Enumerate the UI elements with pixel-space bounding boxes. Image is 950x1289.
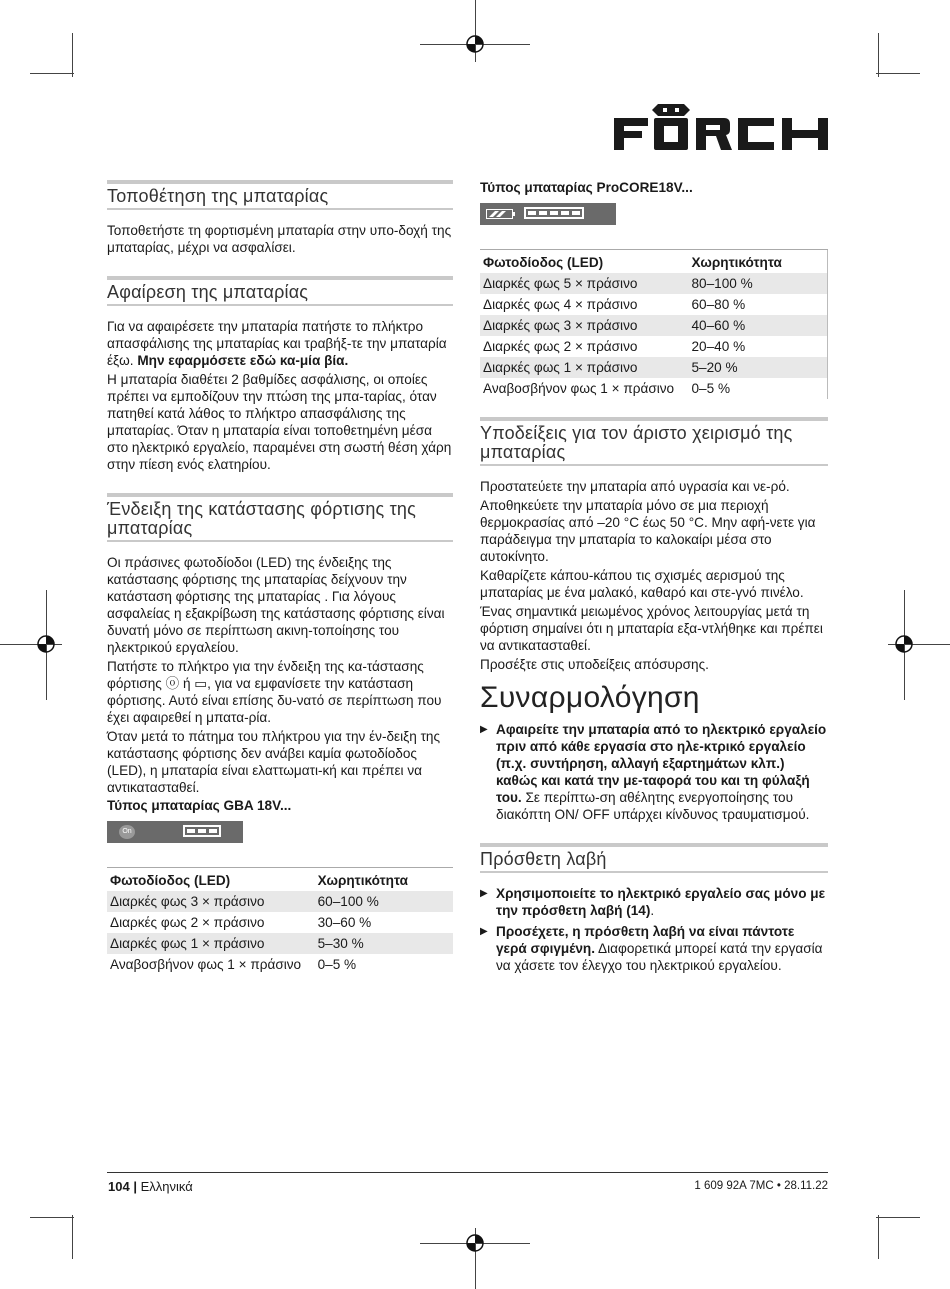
table-cell: Διαρκές φως 3 × πράσινο — [480, 315, 689, 336]
paragraph: Για να αφαιρέσετε την μπαταρία πατήστε το πλήκτρο απασφάλισης της μπαταρίας και τραβήξ-τε την μπαταρία έξω. Μην εφαρμόσετε εδώ κα-μία βία. — [107, 319, 447, 368]
table-cell: Αναβοσβήνον φως 1 × πράσινο — [483, 381, 675, 396]
footer-doc-code: 1 609 92A 7MC • 28.11.22 — [694, 1180, 828, 1192]
table-row — [107, 933, 453, 954]
table-row — [480, 378, 828, 399]
table-cell: 60–100 % — [315, 891, 453, 912]
table-cell: Διαρκές φως 1 × πράσινο — [107, 933, 315, 954]
table-header-cell: Χωρητικότητα — [689, 250, 828, 274]
on-button-icon: On — [119, 825, 135, 839]
page-number: 104 — [108, 1179, 130, 1194]
paragraph: Όταν μετά το πάτημα του πλήκτρου για την έν-δειξη της κατάστασης φόρτισης δεν ανάβει καμία φωτοδίοδος (LED), η μπαταρία είναι ελαττωματι-κή και πρέπει να αντικατασταθεί. — [107, 729, 441, 795]
paragraph: Προστατεύετε την μπαταρία από υγρασία και νε-ρό. — [480, 479, 790, 494]
section-heading — [107, 493, 453, 542]
battery-led-icon — [183, 825, 221, 837]
paragraph: Προσέξτε στις υποδείξεις απόσυρσης. — [480, 657, 709, 672]
table-row — [480, 273, 828, 294]
table-cell: 0–5 % — [691, 381, 731, 396]
registration-mark-icon — [35, 633, 57, 655]
arrow-right-icon: ▶ — [480, 926, 488, 937]
footer-page-info — [108, 1179, 193, 1194]
table-row — [107, 891, 453, 912]
right-column — [480, 180, 828, 978]
table-header-cell: Χωρητικότητα — [315, 868, 453, 892]
paragraph: Οι πράσινες φωτοδίοδοι (LED) της ένδειξης της κατάστασης φόρτισης της μπαταρίας δείχνουν την κατάσταση φόρτισης της μπαταρίας . Για λόγους ασφαλείας η εξακρίβωση της κατάστασης φόρτισης είναι δυνατή μόνο σε περίπτωση ακινη-τοποίησης του ηλεκτρικού εργαλείου. — [107, 555, 445, 655]
table-cell: 30–60 % — [317, 915, 372, 930]
left-column — [107, 180, 453, 975]
crop-mark — [30, 73, 74, 74]
arrow-right-icon: ▶ — [480, 724, 488, 735]
table-row — [480, 315, 828, 336]
section-heading — [107, 276, 453, 306]
forch-logo — [614, 104, 828, 152]
paragraph: Πατήστε το πλήκτρο για την ένδειξη της κα-τάστασης φόρτισης ⓞ ή ▭, για να εμφανίσετε την κατάσταση φόρτισης. Αυτό είναι επίσης δυ-νατό σε περίπτωση που έχει αφαιρεθεί η μπατα-ρία. — [107, 659, 442, 725]
paragraph: Η μπαταρία διαθέτει 2 βαθμίδες ασφάλισης, οι οποίες πρέπει να εμποδίζουν την πτώση της μπα-ταρίας, όταν πατηθεί κατά λάθος το πλήκτρο απασφάλισης της μπαταρίας. Όταν η μπαταρία είναι τοποθετημένη μέσα στο ηλεκτρικό εργαλείο, παραμένει στη σωστή θέση χάρη στην πίεση ενός ελατηρίου. — [107, 372, 452, 472]
paragraph: Τοποθετήστε τη φορτισμένη μπαταρία στην υπο-δοχή της μπαταρίας, μέχρι να ασφαλίσει. — [107, 223, 452, 255]
footer-separator: | — [133, 1179, 137, 1194]
table-cell: 0–5 % — [317, 957, 357, 972]
battery-type-label: Τύπος μπαταρίας GBA 18V... — [107, 798, 292, 813]
section-heading — [480, 417, 828, 466]
table-row — [107, 912, 453, 933]
table-cell: Διαρκές φως 2 × πράσινο — [110, 915, 265, 930]
warning-bullet: ▶ Αφαιρείτε την μπαταρία από το ηλεκτρικό εργαλείο πριν από κάθε εργασία στο ηλε-κτρικό εργαλείο (π.χ. συντήρηση, αλλαγή εξαρτημάτων κλπ.) καθώς και κατά την με-ταφορά του και τη φύλαξή του. Σε περίπτω-ση αθέλητης ενεργοποίησης του διακόπτη ON/ OFF υπάρχει κίνδυνος τραυματισμού. — [480, 722, 827, 822]
heading-assembly: Συναρμολόγηση — [480, 681, 700, 714]
table-cell: Διαρκές φως 4 × πράσινο — [483, 297, 638, 312]
battery-type-label: Τύπος μπαταρίας ProCORE18V... — [480, 180, 693, 195]
registration-mark-icon — [464, 1232, 486, 1254]
table-row — [480, 294, 828, 315]
battery-level-icon — [486, 209, 516, 219]
heading-charge-indicator: Ένδειξη της κατάστασης φόρτισης της μπαταρίας — [107, 499, 417, 538]
battery-procore-graphic — [480, 203, 616, 225]
table-cell: Διαρκές φως 2 × πράσινο — [483, 339, 638, 354]
paragraph: Ένας σημαντικά μειωμένος χρόνος λειτουργίας μετά τη φόρτιση σημαίνει ότι η μπαταρία εξα-ντλήθηκε και πρέπει να αντικατασταθεί. — [480, 604, 823, 653]
section-heading — [107, 180, 453, 210]
table-header-cell: Φωτοδίοδος (LED) — [480, 250, 689, 274]
heading-battery-removal: Αφαίρεση της μπαταρίας — [107, 282, 309, 302]
warning-bullet: ▶ Χρησιμοποιείτε το ηλεκτρικό εργαλείο σας μόνο με την πρόσθετη λαβή (14). — [480, 886, 826, 918]
footer-rule — [107, 1172, 828, 1173]
footer-language: Ελληνικά — [140, 1179, 193, 1194]
table-cell: 5–30 % — [315, 933, 453, 954]
warning-bullet: ▶ Προσέχετε, η πρόσθετη λαβή να είναι πάντοτε γερά σφιγμένη. Διαφορετικά μπορεί κατά την εργασία να χάσετε τον έλεγχο του ηλεκτρικού εργαλείου. — [480, 924, 823, 973]
crop-mark — [878, 1215, 879, 1259]
heading-battery-insertion: Τοποθέτηση της μπαταρίας — [107, 186, 329, 206]
battery-gba-graphic — [107, 821, 243, 843]
crop-mark — [72, 33, 73, 77]
crop-mark — [876, 73, 920, 74]
heading-auxiliary-handle: Πρόσθετη λαβή — [480, 849, 607, 869]
table-cell: Διαρκές φως 5 × πράσινο — [480, 273, 689, 294]
battery-led-icon — [524, 207, 584, 219]
section-heading — [480, 843, 828, 873]
table-row — [480, 336, 828, 357]
table-cell: 40–60 % — [689, 315, 828, 336]
table-header-cell: Φωτοδίοδος (LED) — [107, 868, 315, 892]
crop-mark — [30, 1217, 74, 1218]
arrow-right-icon: ▶ — [480, 888, 488, 899]
crop-mark — [876, 1217, 920, 1218]
table-cell: Αναβοσβήνον φως 1 × πράσινο — [110, 957, 302, 972]
paragraph: Καθαρίζετε κάπου-κάπου τις σχισμές αερισμού της μπαταρίας με ένα μαλακό, καθαρό και στε-γνό πινέλο. — [480, 568, 804, 600]
led-capacity-table-procore — [480, 249, 828, 399]
led-capacity-table-gba — [107, 867, 453, 975]
table-cell: 5–20 % — [689, 357, 828, 378]
table-cell: Διαρκές φως 3 × πράσινο — [107, 891, 315, 912]
registration-mark-icon — [893, 633, 915, 655]
crop-mark — [72, 1215, 73, 1259]
paragraph: Αποθηκεύετε την μπαταρία μόνο σε μια περιοχή θερμοκρασίας από –20 °C έως 50 °C. Μην αφή-νετε για παράδειγμα την μπαταρία το καλοκαίρι μέσα στο αυτοκίνητο. — [480, 498, 816, 564]
crop-mark — [878, 33, 879, 77]
table-cell: 60–80 % — [691, 297, 746, 312]
table-cell: 80–100 % — [689, 273, 828, 294]
registration-mark-icon — [464, 33, 486, 55]
table-cell: Διαρκές φως 1 × πράσινο — [480, 357, 689, 378]
table-row — [107, 954, 453, 975]
table-row — [480, 357, 828, 378]
heading-battery-tips: Υποδείξεις για τον άριστο χειρισμό της μπαταρίας — [480, 423, 793, 462]
table-cell: 20–40 % — [691, 339, 746, 354]
